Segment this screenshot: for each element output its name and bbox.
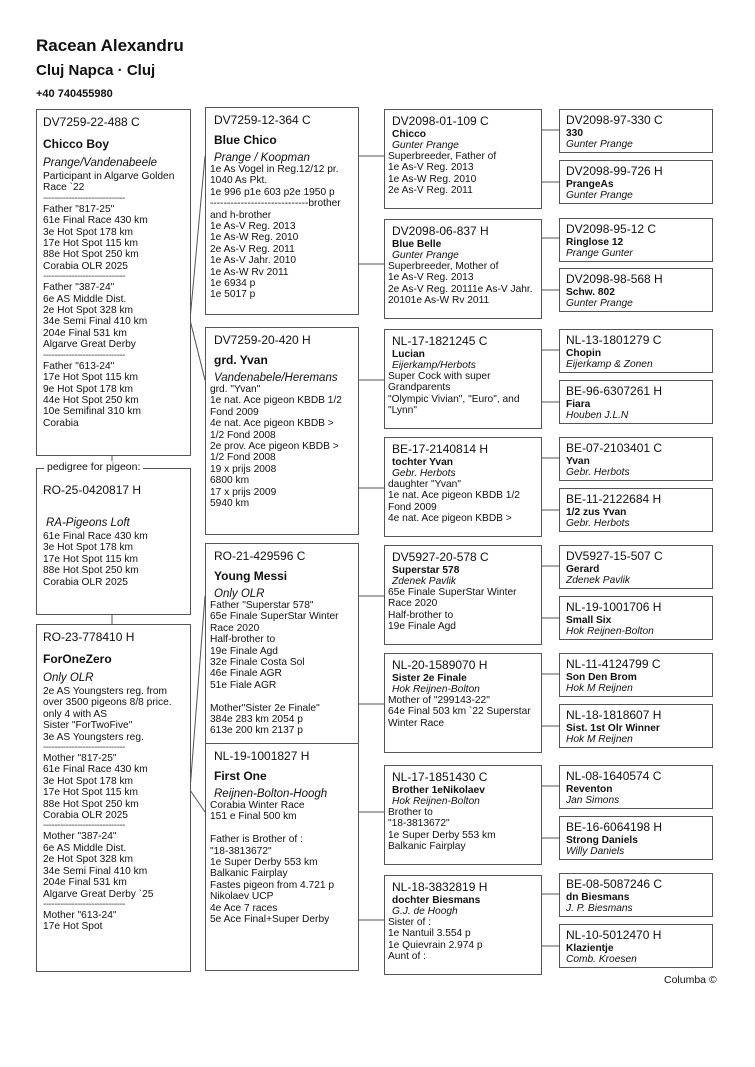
note-line: Mother "613-24" [43,909,117,921]
note-line: 34e Semi Final 410 km [43,865,148,877]
gen3-0-ring: DV2098-01-109 C [392,114,489,128]
gen3-0-notes [388,151,538,197]
gen2-3-ring: NL-19-1001827 H [214,749,310,763]
note-line: 1e Quievrain 2.974 p [388,939,483,951]
note-line: 19e Finale Agd [388,621,456,633]
note-line: 5940 km [210,498,250,510]
note-line: Father "613-24" [43,360,115,372]
father-ring: DV7259-22-488 C [43,115,140,129]
gen3-0-breeder: Gunter Prange [392,140,459,151]
gen4-2-card[interactable] [559,218,713,262]
gen3-5-name: Sister 2e Finale [392,673,467,684]
gen4-10-card[interactable] [559,653,713,697]
gen3-1-ring: DV2098-06-837 H [392,224,489,238]
gen4-6-breeder: Gebr. Herbots [566,467,630,478]
note-line: Corabia OLR 2025 [43,260,128,272]
owner-location: Cluj Napca · Cluj [36,62,156,79]
gen3-1-card[interactable] [384,219,542,319]
note-line: 1e Nantuil 3.554 p [388,928,471,940]
gen4-4-ring: NL-13-1801279 C [566,333,662,347]
gen4-8-ring: DV5927-15-507 C [566,549,663,563]
note-line: 88e Hot Spot 250 km [43,249,139,261]
note-line: 1e As-W Rv 2011 [210,266,289,278]
note-line: 65e Finale SuperStar Winter [210,611,339,623]
gen2-2-card[interactable] [205,543,359,751]
note-line: Corabia Winter Race [210,800,305,811]
note-line: Father "817-25" [43,203,115,215]
note-line: 4e nat. Ace pigeon KBDB > [210,418,334,430]
note-line: Mother "387-24" [43,831,117,843]
gen3-4-notes [388,587,538,633]
gen3-3-notes [388,479,538,525]
gen4-12-card[interactable] [559,765,713,809]
gen3-3-breeder: Gebr. Herbots [392,468,456,479]
note-line: 6e AS Middle Dist. [43,842,127,854]
note-line: 2e Hot Spot 328 km [43,854,134,866]
separator: ----------------------------- [43,192,126,204]
note-line: 1e 6934 p [210,278,256,290]
note-line: 1e As-V Reg. 2013 [388,162,474,174]
note-line: 5e Ace Final+Super Derby [210,914,330,926]
gen4-5-card[interactable] [559,380,713,424]
note-line: Race `22 [43,182,85,194]
gen4-8-card[interactable] [559,545,713,589]
note-line: 64e Final 503 km `22 Superstar [388,706,531,718]
note-line: 34e Semi Final 410 km [43,316,148,328]
note-line: 1e As-W Reg. 2010 [210,232,299,244]
gen2-2-breeder: Only OLR [214,588,265,600]
gen4-14-breeder: J. P. Biesmans [566,903,633,914]
note-line: 384e 283 km 2054 p [210,714,303,726]
note-line: 2e As-V Reg. 20111e As-V Jahr. [388,283,533,295]
gen3-2-name: Lucian [392,349,425,360]
owner-name: Racean Alexandru [36,36,184,55]
gen4-13-name: Strong Daniels [566,835,638,846]
gen4-3-breeder: Gunter Prange [566,298,633,309]
gen3-7-card[interactable] [384,875,542,975]
gen4-1-card[interactable] [559,160,713,204]
gen3-5-ring: NL-20-1589070 H [392,658,488,672]
note-line: 88e Hot Spot 250 km [43,798,139,810]
note-line: 61e Final Race 430 km [43,531,148,542]
note-line: 17e Hot Spot 115 km [43,372,138,384]
gen3-6-name: Brother 1eNikolaev [392,785,485,796]
mother-card[interactable] [36,624,191,972]
note-line: and h-brother [210,209,272,221]
note-line: 46e Finale AGR [210,668,282,680]
gen3-4-ring: DV5927-20-578 C [392,550,489,564]
gen2-3-name: First One [214,769,267,783]
father-name: Chicco Boy [43,137,110,151]
gen2-1-ring: DV7259-20-420 H [214,333,311,347]
note-line: Sister of : [388,917,432,928]
gen3-6-breeder: Hok Reijnen-Bolton [392,796,480,807]
gen3-6-card[interactable] [384,765,542,865]
note-line: 65e Finale SuperStar Winter [388,587,517,598]
note-line: 204e Final 531 km [43,327,127,339]
note-line: 19 x prijs 2008 [210,463,277,475]
gen3-2-notes [388,371,538,417]
gen4-1-breeder: Gunter Prange [566,190,633,201]
note-line: Corabia [43,417,79,429]
gen4-9-breeder: Hok Reijnen-Bolton [566,626,654,637]
gen2-0-ring: DV7259-12-364 C [214,113,311,127]
note-line: Corabia OLR 2025 [43,810,128,822]
note-line: 10e Semifinal 310 km [43,406,141,418]
note-line: "Olympic Vivian", "Euro", and [388,393,520,405]
mother-breeder: Only OLR [43,672,94,684]
note-line: 2e Hot Spot 328 km [43,305,134,317]
gen2-1-card[interactable] [205,327,359,535]
gen3-5-notes [388,695,538,729]
gen4-12-ring: NL-08-1640574 C [566,769,662,783]
note-line: daughter "Yvan" [388,479,461,490]
gen3-2-ring: NL-17-1821245 C [392,334,488,348]
gen4-0-breeder: Gunter Prange [566,139,633,150]
gen4-12-name: Reventon [566,784,613,795]
gen3-2-card[interactable] [384,329,542,429]
gen3-6-ring: NL-17-1851430 C [392,770,488,784]
gen3-4-breeder: Zdenek Pavlik [392,576,456,587]
father-card[interactable] [36,109,191,456]
note-line: 1e Super Derby 553 km [388,829,496,841]
note-line: 9e Hot Spot 178 km [43,383,134,395]
note-line: 1e 5017 p [210,289,256,301]
note-line: Mother"Sister 2e Finale" [210,702,320,714]
gen3-1-breeder: Gunter Prange [392,250,459,261]
gen3-7-breeder: G.J. de Hoogh [392,906,458,917]
note-line: 17e Hot Spot 115 km [43,553,138,565]
note-line: 17 x prijs 2009 [210,486,277,498]
gen4-0-card[interactable] [559,109,713,153]
note-line: Balkanic Fairplay [210,868,288,880]
note-line: Grandparents [388,382,451,394]
note-line: 61e Final Race 430 km [43,215,148,227]
gen4-1-name: PrangeAs [566,179,614,190]
note-line: only 4 with AS [43,708,107,720]
gen4-15-card[interactable] [559,924,713,968]
gen4-4-name: Chopin [566,348,602,359]
gen3-7-ring: NL-18-3832819 H [392,880,488,894]
note-line: Balkanic Fairplay [388,841,466,853]
gen3-7-name: dochter Biesmans [392,895,481,906]
note-line: Participant in Algarve Golden [43,171,175,182]
gen4-2-ring: DV2098-95-12 C [566,222,657,236]
note-line: Fond 2009 [388,501,437,513]
gen2-0-notes [210,164,354,301]
note-line: 2e As-V Reg. 2011 [210,243,295,255]
note-line: 32e Finale Costa Sol [210,657,305,669]
gen4-2-breeder: Prange Gunter [566,248,633,259]
note-line: 1/2 Fond 2008 [210,429,276,441]
note-line: -----------------------------brother [210,198,341,210]
gen2-3-notes [210,800,354,925]
gen4-15-breeder: Comb. Kroesen [566,954,637,965]
note-line: 3e Hot Spot 178 km [43,542,134,554]
gen4-14-name: dn Biesmans [566,892,630,903]
gen4-5-name: Fiara [566,399,591,410]
note-line: 6e AS Middle Dist. [43,293,127,305]
gen4-11-ring: NL-18-1818607 H [566,708,662,722]
note-line: Father "387-24" [43,282,115,294]
note-line: 1e nat. Ace pigeon KBDB 1/2 [388,490,520,502]
gen3-3-name: tochter Yvan [392,457,453,468]
note-line: 20101e As-W Rv 2011 [388,295,490,307]
gen2-2-notes [210,600,354,737]
gen3-1-name: Blue Belle [392,239,442,250]
gen2-3-card[interactable] [205,743,359,971]
gen4-11-card[interactable] [559,704,713,748]
note-line: 44e Hot Spot 250 km [43,394,139,406]
gen4-1-ring: DV2098-99-726 H [566,164,663,178]
gen4-11-name: Sist. 1st Olr Winner [566,723,660,734]
gen4-15-name: Klazientje [566,943,614,954]
gen3-2-breeder: Eijerkamp/Herbots [392,360,476,371]
note-line: 2e prov. Ace pigeon KBDB > [210,441,339,453]
note-line: 1e 996 p1e 603 p2e 1950 p [210,186,335,198]
note-line: 613e 200 km 2137 p [210,725,303,737]
gen4-13-breeder: Willy Daniels [566,846,625,857]
note-line: 2e AS Youngsters reg. from [43,686,168,697]
subject-ring: RO-25-0420817 H [43,483,142,497]
note-line: Aunt of : [388,951,426,963]
separator: ----------------------------- [43,742,126,754]
note-line: "18-3813672" [210,845,272,857]
note-line: 1e As-W Reg. 2010 [388,173,477,185]
note-line: Half-brother to [210,634,276,646]
note-line: 19e Finale Agd [210,645,278,657]
note-line: Race 2020 [388,598,438,610]
gen3-5-card[interactable] [384,653,542,753]
gen3-4-name: Superstar 578 [392,565,460,576]
note-line: 88e Hot Spot 250 km [43,565,139,577]
gen3-5-breeder: Hok Reijnen-Bolton [392,684,480,695]
separator: ----------------------------- [43,820,126,832]
note-line: Super Cock with super [388,371,491,382]
separator: ----------------------------- [43,349,126,361]
note-line: 1e As Vogel in Reg.12/12 pr. [210,164,339,175]
gen4-7-name: 1/2 zus Yvan [566,507,627,518]
gen4-15-ring: NL-10-5012470 H [566,928,662,942]
subject-card[interactable] [36,468,191,615]
gen3-0-card[interactable] [384,109,542,209]
gen4-4-card[interactable] [559,329,713,373]
note-line: 1e As-V Jahr. 2010 [210,255,297,267]
gen4-0-ring: DV2098-97-330 C [566,113,663,127]
note-line: 3e Hot Spot 178 km [43,775,134,787]
note-line: 3e AS Youngsters reg. [43,731,144,743]
note-line: Father is Brother of : [210,834,303,846]
gen4-13-card[interactable] [559,816,713,860]
gen3-0-name: Chicco [392,129,426,140]
note-line: 17e Hot Spot 115 km [43,238,138,250]
separator: ----------------------------- [43,271,126,283]
gen4-6-card[interactable] [559,437,713,481]
gen4-7-breeder: Gebr. Herbots [566,518,630,529]
gen4-4-breeder: Eijerkamp & Zonen [566,359,653,370]
gen3-7-notes [388,917,538,963]
note-line: 1/2 Fond 2008 [210,452,276,464]
pedigree-caption: pedigree for pigeon: [44,461,143,473]
gen4-7-card[interactable] [559,488,713,532]
note-line: Mother of "299143-22" [388,695,490,706]
connector-line [190,596,205,790]
note-line: 6800 km [210,475,250,487]
note-line [210,691,354,702]
gen4-3-name: Schw. 802 [566,287,615,298]
note-line: 2e As-V Reg. 2011 [388,185,473,197]
note-line: "Lynn" [388,405,417,417]
gen4-6-name: Yvan [566,456,590,467]
gen3-4-card[interactable] [384,545,542,645]
note-line: 17e Hot Spot 115 km [43,787,138,799]
note-line: Brother to [388,807,433,818]
note-line: Algarve Great Derby `25 [43,888,154,900]
father-breeder: Prange/Vandenabeele [43,157,158,169]
subject-breeder: RA-Pigeons Loft [46,517,130,529]
gen3-1-notes [388,261,538,307]
gen4-0-name: 330 [566,128,583,139]
gen4-11-breeder: Hok M Reijnen [566,734,633,745]
gen4-9-name: Small Six [566,615,612,626]
note-line: 4e nat. Ace pigeon KBDB > [388,513,512,525]
connector-line [190,320,205,380]
gen2-0-card[interactable] [205,107,359,315]
subject-notes [43,531,184,588]
father-notes [43,171,184,429]
separator: ----------------------------- [43,898,126,910]
gen4-10-name: Son Den Brom [566,672,637,683]
note-line: 1040 As Pkt. [210,175,268,187]
owner-phone: +40 740455980 [36,88,113,100]
gen4-13-ring: BE-16-6064198 H [566,820,663,834]
gen4-9-card[interactable] [559,596,713,640]
note-line: "18-3813672" [388,818,450,830]
gen4-12-breeder: Jan Simons [566,795,620,806]
note-line: Superbreeder, Father of [388,151,497,162]
gen4-3-card[interactable] [559,268,713,312]
note-line: 151 e Final 500 km [210,811,297,823]
note-line: Sister "ForTwoFive" [43,720,133,732]
gen4-5-ring: BE-96-6307261 H [566,384,663,398]
gen2-2-name: Young Messi [214,569,288,583]
note-line: Half-brother to [388,609,454,621]
gen4-8-name: Gerard [566,564,600,575]
note-line: 1e Super Derby 553 km [210,857,318,869]
note-line: over 3500 pigeons 8/8 price. [43,697,172,709]
gen4-14-card[interactable] [559,873,713,917]
gen4-7-ring: BE-11-2122684 H [566,492,662,506]
note-line: 4e Ace 7 races [210,902,278,914]
note-line: 1e As-V Reg. 2013 [210,221,296,233]
note-line: Fond 2009 [210,406,259,418]
gen2-1-name: grd. Yvan [214,353,268,367]
gen4-10-breeder: Hok M Reijnen [566,683,633,694]
note-line: 1e nat. Ace pigeon KBDB 1/2 [210,395,342,407]
gen2-2-ring: RO-21-429596 C [214,549,306,563]
note-line: grd. "Yvan" [210,384,261,395]
note-line: Algarve Great Derby [43,339,136,351]
gen4-8-breeder: Zdenek Pavlik [566,575,630,586]
gen2-1-notes [210,384,354,509]
gen3-6-notes [388,807,538,853]
note-line: Father "Superstar 578" [210,600,314,611]
note-line: Mother "817-25" [43,753,117,765]
gen2-0-breeder: Prange / Koopman [214,152,310,164]
mother-name: ForOneZero [43,652,112,666]
gen4-3-ring: DV2098-98-568 H [566,272,663,286]
connector-line [190,156,205,320]
note-line: Corabia OLR 2025 [43,576,128,588]
gen2-1-breeder: Vandenabele/Heremans [214,372,338,384]
gen3-3-card[interactable] [384,437,542,537]
gen3-3-ring: BE-17-2140814 H [392,442,489,456]
gen4-14-ring: BE-08-5087246 C [566,877,663,891]
note-line: 61e Final Race 430 km [43,764,148,776]
mother-notes [43,686,184,933]
note-line: Race 2020 [210,622,260,634]
note-line: 3e Hot Spot 178 km [43,226,134,238]
note-line: Winter Race [388,717,445,729]
note-line: 1e As-V Reg. 2013 [388,272,474,284]
note-line: Nikolaev UCP [210,891,274,903]
connector-line [190,790,205,812]
note-line: 17e Hot Spot [43,921,103,933]
gen4-10-ring: NL-11-4124799 C [566,657,661,671]
gen4-9-ring: NL-19-1001706 H [566,600,662,614]
note-line: 204e Final 531 km [43,877,127,889]
gen4-2-name: Ringlose 12 [566,237,624,248]
gen4-6-ring: BE-07-2103401 C [566,441,663,455]
note-line [210,823,354,834]
note-line: 51e Fiale AGR [210,679,277,691]
gen2-3-breeder: Reijnen-Bolton-Hoogh [214,788,328,800]
gen4-5-breeder: Houben J.L.N [566,410,629,421]
copyright: Columba © [664,974,717,986]
note-line: Superbreeder, Mother of [388,261,499,272]
mother-ring: RO-23-778410 H [43,630,135,644]
gen2-0-name: Blue Chico [214,133,277,147]
note-line: Fastes pigeon from 4.721 p [210,879,335,891]
